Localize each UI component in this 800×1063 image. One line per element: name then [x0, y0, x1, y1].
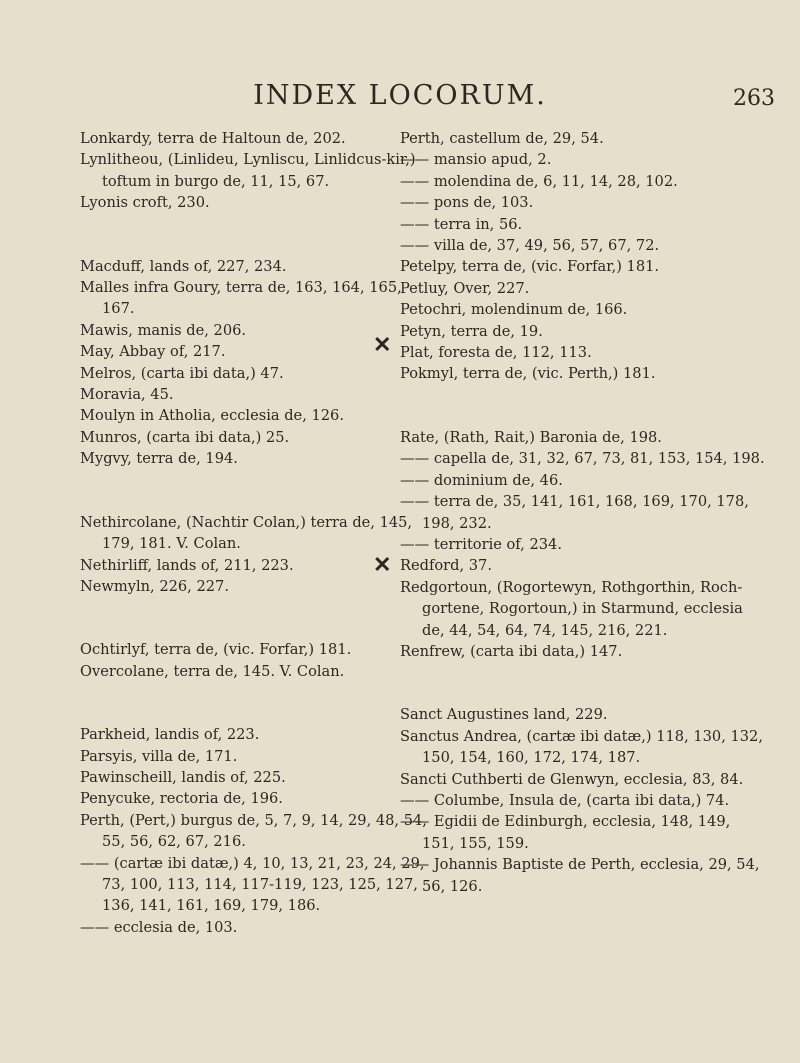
index-entry: Sanct Augustines land, 229. — [400, 706, 608, 724]
index-entry: —— Columbe, Insula de, (carta ibi data,) 74. — [400, 791, 730, 809]
index-entry: Mawis, manis de, 206. — [80, 321, 247, 339]
index-entry: —— molendina de, 6, 11, 14, 28, 102. — [400, 172, 678, 190]
index-entry: —— pons de, 103. — [400, 194, 534, 212]
section-gap — [400, 662, 765, 704]
page-title: INDEX LOCORUM. — [253, 80, 547, 111]
index-entry: Nethirliff, lands of, 211, 223. — [80, 556, 294, 574]
index-entry: Penycuke, rectoria de, 196. — [80, 790, 283, 808]
index-entry: Moulyn in Atholia, ecclesia de, 126. — [80, 407, 344, 425]
index-entry: Redford, 37. — [400, 557, 492, 575]
page-number: 263 — [733, 86, 775, 111]
index-entry: —— territorie of, 234. — [400, 535, 562, 553]
index-entry: Pawinscheill, landis of, 225. — [80, 768, 286, 786]
section-gap — [400, 385, 765, 427]
index-entry: Ochtirlyf, terra de, (vic. Forfar,) 181. — [80, 641, 352, 659]
index-entry: Renfrew, (carta ibi data,) 147. — [400, 642, 623, 660]
index-entry: Petluy, Over, 227. — [400, 279, 530, 297]
index-entry: —— villa de, 37, 49, 56, 57, 67, 72. — [400, 237, 660, 255]
right-column — [400, 128, 765, 897]
index-entry: Sanctus Andrea, (cartæ ibi datæ,) 118, 130, 132, 150, 154, 160, 172, 174, 187. — [400, 727, 763, 767]
section-gap — [80, 214, 430, 256]
index-entry: Petyn, terra de, 19. — [400, 322, 543, 340]
section-gap — [80, 470, 430, 512]
index-entry: —— capella de, 31, 32, 67, 73, 81, 153, 154, 198. — [400, 450, 765, 468]
cross-mark-icon: ✕ — [373, 332, 392, 358]
index-entry: Malles infra Goury, terra de, 163, 164, 165, 167. — [80, 279, 402, 318]
index-entry: —— Johannis Baptiste de Perth, ecclesia, 29, 54, 56, 126. — [400, 856, 760, 895]
index-entry: —— (cartæ ibi datæ,) 4, 10, 13, 21, 23, 24, 29, 73, 100, 113, 114, 117-119, 123, 125, 127, 136, 141, 161, 169, 179, 186. — [80, 854, 425, 915]
index-entry: Lyonis croft, 230. — [80, 194, 210, 212]
index-entry: Redgortoun, (Rogortewyn, Rothgorthin, Roch-gortene, Rogortoun,) in Starmund, ecclesia de, 44, 54, 64, 74, 145, 216, 221. — [400, 578, 743, 639]
index-entry: Macduff, lands of, 227, 234. — [80, 257, 287, 275]
section-gap — [80, 597, 430, 639]
index-entry: —— mansio apud, 2. — [400, 151, 552, 169]
index-entry: Newmyln, 226, 227. — [80, 577, 229, 595]
cross-mark-icon: ✕ — [373, 552, 392, 578]
index-entry: Parkheid, landis of, 223. — [80, 726, 260, 744]
index-entry: Rate, (Rath, Rait,) Baronia de, 198. — [400, 428, 662, 446]
index-entry: Pokmyl, terra de, (vic. Perth,) 181. — [400, 365, 656, 383]
index-entry: Petelpy, terra de, (vic. Forfar,) 181. — [400, 258, 660, 276]
index-entry: Lynlitheou, (Linlideu, Lynliscu, Linlidcus-kir,) toftum in burgo de, 11, 15, 67. — [80, 151, 416, 190]
index-entry: Mygvy, terra de, 194. — [80, 450, 238, 468]
index-entry: Lonkardy, terra de Haltoun de, 202. — [80, 130, 346, 147]
index-entry: Melros, (carta ibi data,) 47. — [80, 364, 284, 382]
index-entry: Petochri, molendinum de, 166. — [400, 301, 628, 319]
left-column — [80, 128, 430, 938]
index-entry: Plat, foresta de, 112, 113. — [400, 344, 592, 362]
index-entry: Munros, (carta ibi data,) 25. — [80, 428, 290, 446]
index-entry: Moravia, 45. — [80, 386, 174, 404]
index-entry: Sancti Cuthberti de Glenwyn, ecclesia, 83, 84. — [400, 770, 744, 788]
index-entry: —— terra in, 56. — [400, 215, 523, 233]
index-entry: Perth, castellum de, 29, 54. — [400, 130, 604, 147]
index-entry: Overcolane, terra de, 145. V. Colan. — [80, 662, 345, 680]
index-entry: —— terra de, 35, 141, 161, 168, 169, 170, 178, 198, 232. — [400, 493, 749, 532]
index-entry: —— Egidii de Edinburgh, ecclesia, 148, 149, 151, 155, 159. — [400, 813, 731, 852]
index-entry: Nethircolane, (Nachtir Colan,) terra de, 145, 179, 181. V. Colan. — [80, 513, 413, 553]
index-entry: May, Abbay of, 217. — [80, 343, 226, 361]
index-entry: Parsyis, villa de, 171. — [80, 747, 238, 765]
index-entry: —— ecclesia de, 103. — [80, 918, 238, 936]
index-entry: —— dominium de, 46. — [400, 471, 563, 489]
index-entry: Perth, (Pert,) burgus de, 5, 7, 9, 14, 29, 48, 54, 55, 56, 62, 67, 216. — [80, 811, 427, 851]
section-gap — [80, 682, 430, 724]
